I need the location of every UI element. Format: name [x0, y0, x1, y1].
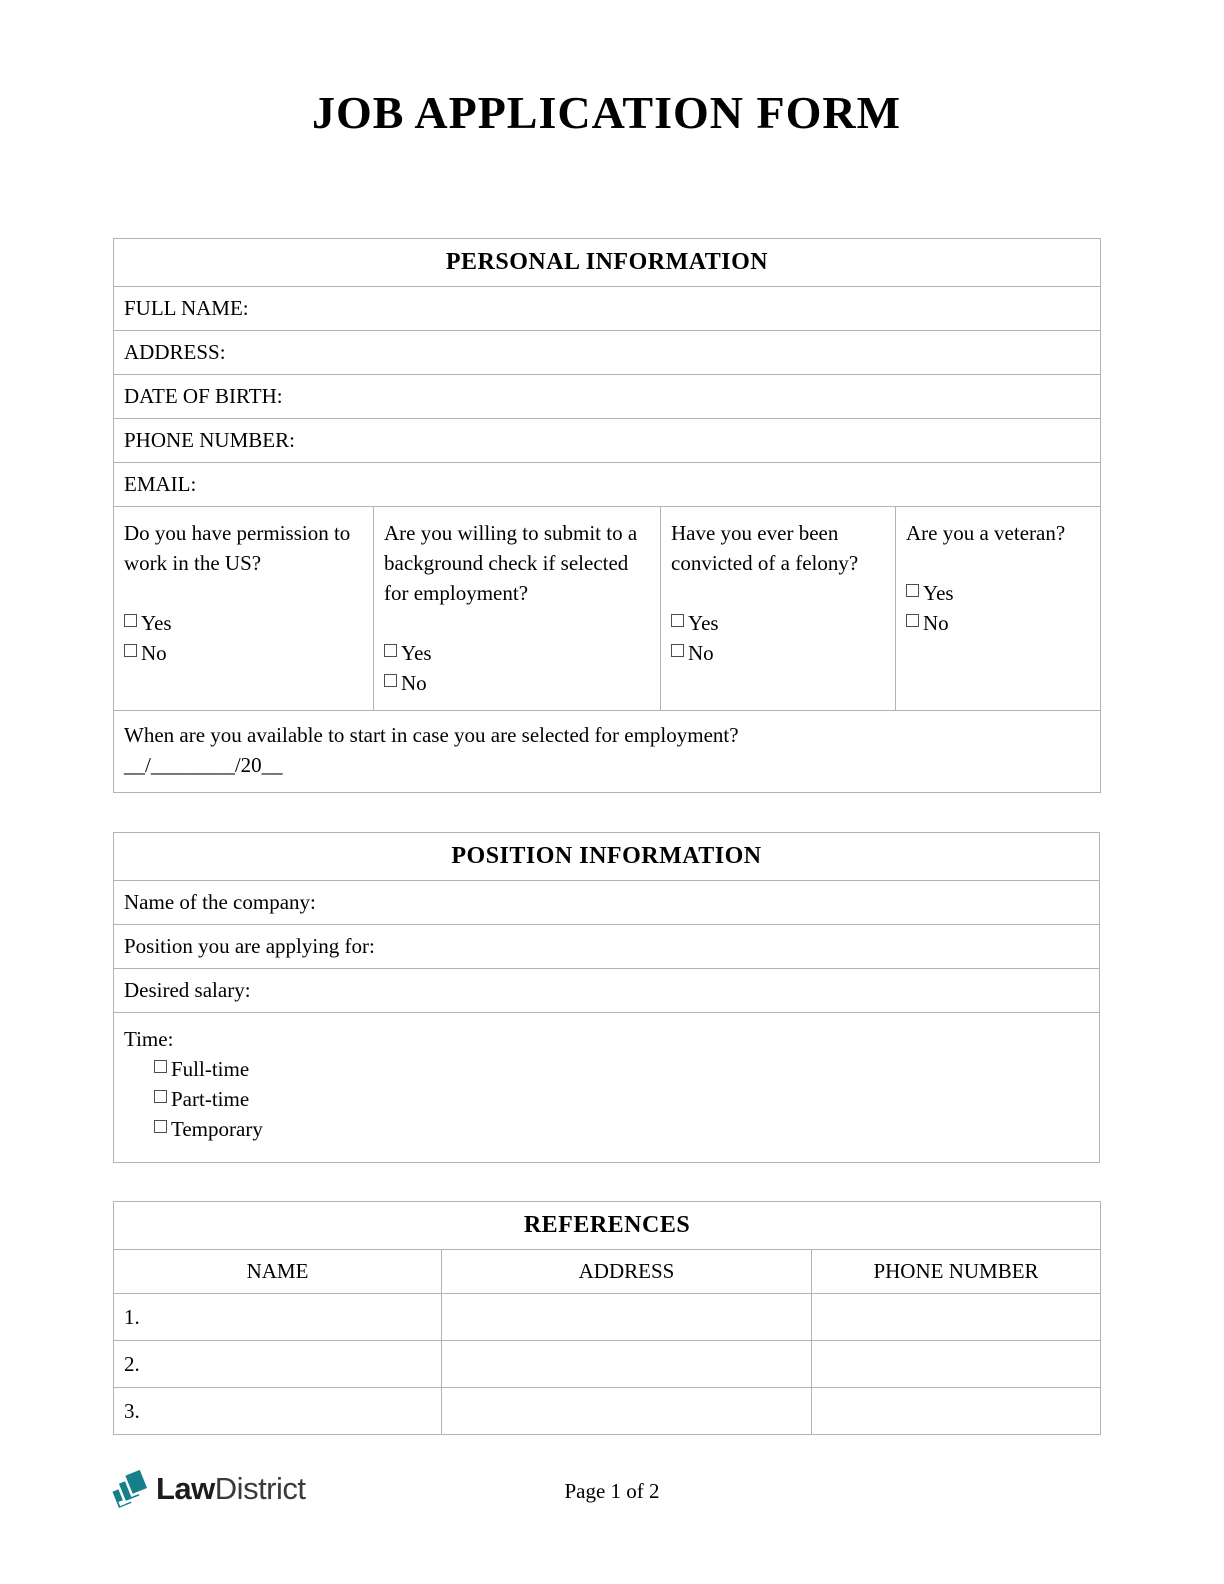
checkbox-icon[interactable]	[906, 614, 919, 627]
option-permission-no	[124, 638, 363, 668]
option-label: Part-time	[171, 1087, 250, 1111]
time-label: Time:	[124, 1027, 174, 1051]
column-header-phone: PHONE NUMBER	[812, 1250, 1101, 1294]
address-label: ADDRESS:	[114, 331, 1101, 375]
reference-row-1	[114, 1294, 1101, 1341]
question-background-check-cell	[374, 507, 661, 711]
checkbox-icon[interactable]	[384, 674, 397, 687]
position-information-table	[113, 832, 1100, 1163]
reference-phone-cell	[812, 1388, 1101, 1435]
checkbox-icon[interactable]	[124, 614, 137, 627]
checkbox-icon[interactable]	[154, 1090, 167, 1103]
position-applied-label: Position you are applying for:	[114, 925, 1100, 969]
page-title: JOB APPLICATION FORM	[311, 87, 902, 138]
email-label: EMAIL:	[114, 463, 1101, 507]
option-label: No	[923, 611, 949, 635]
option-background-no	[384, 668, 650, 698]
reference-address-cell	[442, 1294, 812, 1341]
question-felony-cell	[661, 507, 896, 711]
full-name-label: FULL NAME:	[114, 287, 1101, 331]
checkbox-icon[interactable]	[384, 644, 397, 657]
option-veteran-no	[906, 608, 1090, 638]
page-number: Page 1 of 2	[564, 1479, 660, 1503]
option-label: Yes	[923, 581, 954, 605]
position-applied-row	[114, 925, 1100, 969]
checkbox-icon[interactable]	[154, 1060, 167, 1073]
references-header-row	[114, 1202, 1101, 1250]
question-permission-cell	[114, 507, 374, 711]
availability-answer-line: __/________/20__	[124, 753, 283, 777]
reference-number: 2.	[114, 1341, 442, 1388]
checkbox-icon[interactable]	[124, 644, 137, 657]
option-label: Yes	[401, 641, 432, 665]
option-felony-yes	[671, 608, 885, 638]
phone-number-label: PHONE NUMBER:	[114, 419, 1101, 463]
question-background-check-text: Are you willing to submit to a background check if selected for employment?	[384, 521, 638, 605]
column-header-name: NAME	[114, 1250, 442, 1294]
question-felony-text: Have you ever been convicted of a felony?	[671, 521, 859, 575]
checkbox-icon[interactable]	[906, 584, 919, 597]
option-permission-yes	[124, 608, 363, 638]
section-header: POSITION INFORMATION	[114, 833, 1100, 881]
reference-row-2	[114, 1341, 1101, 1388]
reference-phone-cell	[812, 1294, 1101, 1341]
reference-address-cell	[442, 1388, 812, 1435]
reference-row-3	[114, 1388, 1101, 1435]
yes-no-questions-row	[114, 507, 1101, 711]
question-veteran-cell	[896, 507, 1101, 711]
email-row	[114, 463, 1101, 507]
option-temporary	[154, 1114, 1089, 1144]
address-row	[114, 331, 1101, 375]
desired-salary-row	[114, 969, 1100, 1013]
option-label: No	[401, 671, 427, 695]
option-label: Temporary	[171, 1117, 263, 1141]
option-felony-no	[671, 638, 885, 668]
phone-number-row	[114, 419, 1101, 463]
option-label: Yes	[688, 611, 719, 635]
question-veteran-text: Are you a veteran?	[906, 521, 1066, 545]
option-label: No	[688, 641, 714, 665]
option-veteran-yes	[906, 578, 1090, 608]
section-header: REFERENCES	[114, 1202, 1101, 1250]
option-label: Full-time	[171, 1057, 250, 1081]
availability-cell	[114, 711, 1101, 793]
option-label: Yes	[141, 611, 172, 635]
reference-address-cell	[442, 1341, 812, 1388]
date-of-birth-label: DATE OF BIRTH:	[114, 375, 1101, 419]
company-name-label: Name of the company:	[114, 881, 1100, 925]
position-information-header-row	[114, 833, 1100, 881]
reference-number: 3.	[114, 1388, 442, 1435]
references-table	[113, 1201, 1101, 1435]
date-of-birth-row	[114, 375, 1101, 419]
availability-question: When are you available to start in case you are selected for employment?	[124, 723, 739, 747]
section-header: PERSONAL INFORMATION	[114, 239, 1101, 287]
option-label: No	[141, 641, 167, 665]
desired-salary-label: Desired salary:	[114, 969, 1100, 1013]
option-part-time	[154, 1084, 1089, 1114]
brand-district: District	[214, 1470, 306, 1506]
checkbox-icon[interactable]	[671, 644, 684, 657]
checkbox-icon[interactable]	[154, 1120, 167, 1133]
option-full-time	[154, 1054, 1089, 1084]
reference-phone-cell	[812, 1341, 1101, 1388]
column-header-address: ADDRESS	[442, 1250, 812, 1294]
company-name-row	[114, 881, 1100, 925]
option-background-yes	[384, 638, 650, 668]
references-column-header-row	[114, 1250, 1101, 1294]
availability-row	[114, 711, 1101, 793]
reference-number: 1.	[114, 1294, 442, 1341]
personal-information-header-row	[114, 239, 1101, 287]
time-cell	[114, 1013, 1100, 1163]
personal-information-table	[113, 238, 1101, 793]
question-permission-text: Do you have permission to work in the US?	[124, 521, 351, 575]
checkbox-icon[interactable]	[671, 614, 684, 627]
full-name-row	[114, 287, 1101, 331]
time-row	[114, 1013, 1100, 1163]
brand-law: Law	[156, 1470, 215, 1506]
